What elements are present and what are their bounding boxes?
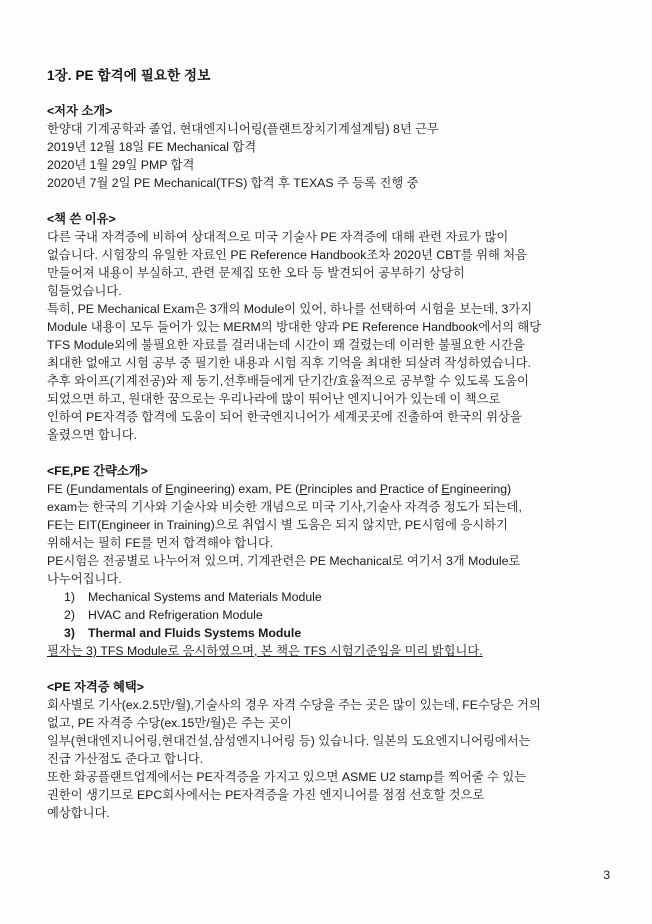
list-item [47,606,619,624]
list-item [47,624,619,642]
section-fe-pe-overview [47,462,619,660]
text-line: 진급 가산점도 준다고 합니다. [47,752,204,766]
text-line: 인하여 PE자격증 합격에 도움이 되어 한국엔지니어가 세계곳곳에 진출하여 한국의 위상을 [47,410,522,424]
text-line: 만들어져 내용이 부실하고, 관련 문제집 또한 오타 등 발견되어 공부하기 상당히 [47,266,465,280]
list-marker: 1) [64,590,75,604]
spacer [47,86,619,102]
text-line: 2020년 7월 2일 PE Mechanical(TFS) 합격 후 TEXAS 주 등록 진행 중 [47,176,419,190]
text-line: 나누어집니다. [47,572,122,586]
text-line: 다른 국내 자격증에 비하여 상대적으로 미국 기술사 PE 자격증에 대해 관련 자료가 많이 [47,230,509,244]
text-line: 일부(현대엔지니어링,현대건설,삼성엔지니어링 등) 있습니다. 일본의 도요엔지니어링에서는 [47,734,531,748]
text-line: 예상합니다. [47,806,110,820]
list-marker: 2) [64,608,75,622]
text-line: Module 내용이 모두 들어가 있는 MERM의 방대한 양과 PE Reference Handbook에서의 해당 [47,320,542,334]
list-item-label: HVAC and Refrigeration Module [88,608,263,622]
module-list [47,588,619,642]
page-number: 3 [603,868,610,882]
text-line: 올렸으면 합니다. [47,428,137,442]
text-line: 추후 와이프(기계전공)와 제 동기,선후배들에게 단기간/효율적으로 공부할 수 있도록 도움이 [47,374,529,388]
text-line: 또한 화공플랜트업계에서는 PE자격증을 가지고 있으면 ASME U2 stamp를 찍어줄 수 있는 [47,770,527,784]
text-line-acronym-expansion: FE (Fundamentals of Engineering) exam, PE (Principles and Practice of Engineering) [47,482,512,496]
section-heading-author: <저자 소개> [47,104,113,118]
section-heading-reason: <책 쓴 이유> [47,212,116,226]
text-line: 최대한 없애고 시험 공부 중 필기한 내용과 시험 직후 기억을 최대한 되살려 작성하였습니다. [47,356,531,370]
list-item [47,588,619,606]
spacer [47,444,619,462]
spacer [47,192,619,210]
reason-paragraph-1 [47,228,619,300]
text-line: 2019년 12월 18일 FE Mechanical 합격 [47,140,257,154]
text-line: PE시험은 전공별로 나누어져 있으며, 기계관련은 PE Mechanical로 여기서 3개 Module로 [47,554,521,568]
text-line: 회사별로 기사(ex.2.5만/월),기술사의 경우 자격 수당을 주는 곳은 많이 있는데, FE수당은 거의 [47,698,541,712]
section-heading-benefit: <PE 자격증 혜택> [47,680,144,694]
spacer [47,660,619,678]
fepe-note: 필자는 3) TFS Module로 응시하였으며, 본 책은 TFS 시험기준임을 미리 밝힙니다. [47,644,483,658]
author-lines [47,120,619,192]
page-content [47,66,619,822]
reason-paragraph-2 [47,300,619,444]
text-line: 힘들었습니다. [47,284,122,298]
text-line: 위해서는 필히 FE를 먼저 합격해야 합니다. [47,536,274,550]
page-title: 1장. PE 합격에 필요한 정보 [47,68,211,83]
text-line: 권한이 생기므로 EPC회사에서는 PE자격증을 가진 엔지니어를 점점 선호할 것으로 [47,788,485,802]
text-line: exam는 한국의 기사와 기술사와 비슷한 개념으로 미국 기사,기술사 자격증 정도가 되는데, [47,500,522,514]
text-line: 특히, PE Mechanical Exam은 3개의 Module이 있어, 하나를 선택하여 시험을 보는데, 3가지 [47,302,533,316]
list-marker: 3) [64,626,75,640]
text-line: 되었으면 하고, 원대한 꿈으로는 우리나라에 많이 뛰어난 엔지니어가 있는데 이 책으로 [47,392,501,406]
text-line: FE는 EIT(Engineer in Training)으로 취업시 별 도움은 되지 않지만, PE시험에 응시하기 [47,518,508,532]
text-line: 한양대 기계공학과 졸업, 현대엔지니어링(플랜트장치기계설계팀) 8년 근무 [47,122,439,136]
text-line: 없습니다. 시험장의 유일한 자료인 PE Reference Handbook조차 2020년 CBT를 위해 처음 [47,248,528,262]
list-item-label: Thermal and Fluids Systems Module [88,626,302,640]
list-item-label: Mechanical Systems and Materials Module [88,590,322,604]
section-heading-fepe: <FE,PE 간략소개> [47,464,148,478]
text-line: 없고, PE 자격증 수당(ex.15만/월)은 주는 곳이 [47,716,292,730]
section-pe-benefits [47,678,619,822]
text-line: TFS Module외에 불필요한 자료를 걸러내는데 시간이 꽤 걸렸는데 이러한 불필요한 시간을 [47,338,525,352]
fepe-lines [47,480,619,588]
text-line: 2020년 1월 29일 PMP 합격 [47,158,195,172]
section-author-intro [47,102,619,192]
section-writing-reason [47,210,619,444]
benefit-lines [47,696,619,822]
